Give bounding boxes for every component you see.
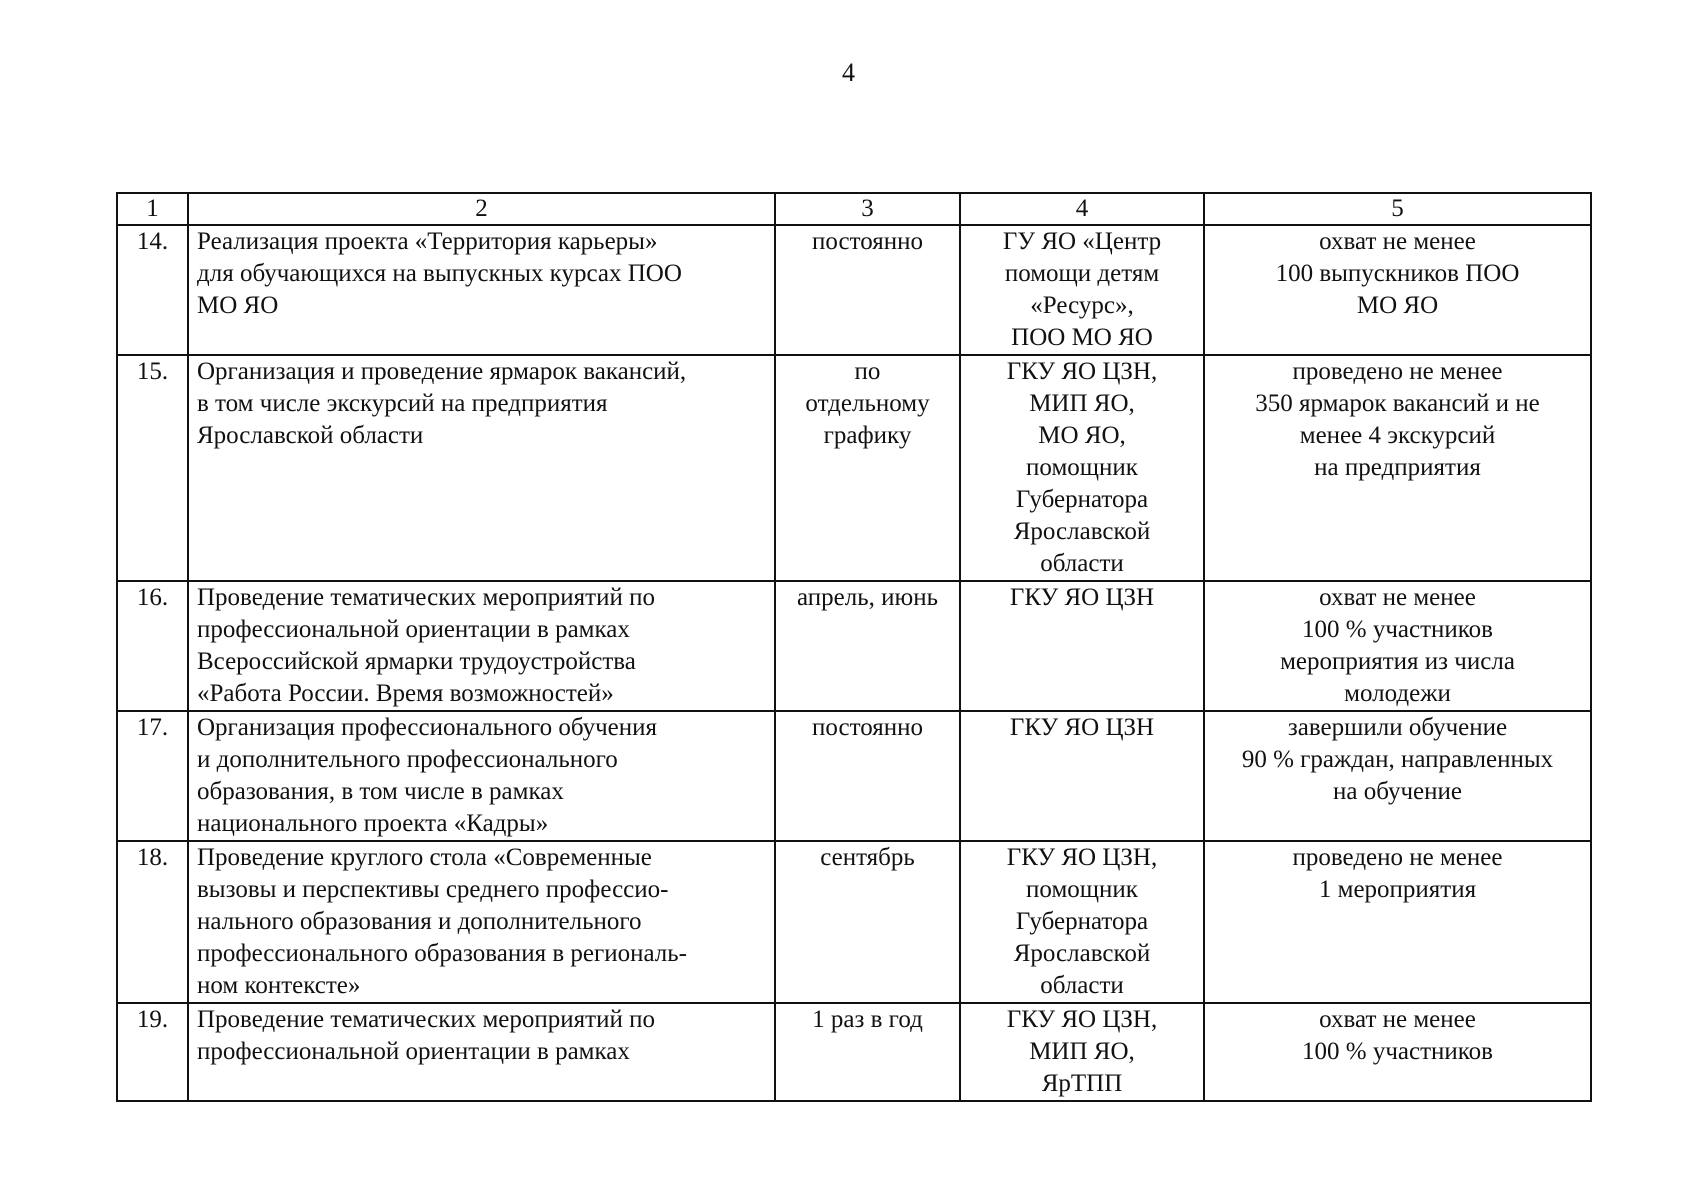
result-cell	[1204, 1003, 1591, 1101]
responsible-line: МИП ЯО,	[1029, 1038, 1135, 1065]
result-line: 100 % участников	[1302, 1038, 1493, 1065]
term-line: графику	[823, 422, 912, 449]
responsible-line: Губернатора	[1015, 908, 1149, 935]
responsible-cell	[960, 841, 1204, 1003]
term-line: по	[854, 358, 881, 385]
responsible-cell	[960, 711, 1204, 841]
activity-line: образования, в том числе в рамках	[197, 778, 564, 805]
activity-cell	[188, 225, 775, 355]
header-cell: 3	[775, 193, 960, 225]
responsible-line: Ярославской	[1013, 940, 1151, 967]
page-number: 4	[842, 58, 855, 87]
result-cell	[1204, 355, 1591, 581]
result-line: завершили обучение	[1287, 714, 1508, 741]
activity-line: Всероссийской ярмарки трудоустройства	[197, 648, 636, 675]
row-number-cell: 15.	[117, 355, 188, 581]
result-line: на обучение	[1332, 778, 1463, 805]
result-line: охват не менее	[1319, 584, 1476, 611]
table-row	[117, 711, 1591, 841]
responsible-line: ГКУ ЯО ЦЗН,	[1006, 1006, 1158, 1033]
activity-line: Организация и проведение ярмарок вакансий,	[197, 358, 687, 385]
result-line: менее 4 экскурсий	[1299, 422, 1496, 449]
responsible-line: ГКУ ЯО ЦЗН,	[1006, 844, 1158, 871]
activity-line: Проведение тематических мероприятий по	[197, 584, 655, 611]
responsible-line: ГКУ ЯО ЦЗН	[1009, 584, 1155, 611]
result-line: охват не менее	[1319, 1006, 1476, 1033]
result-line: мероприятия из числа	[1280, 648, 1515, 675]
term-cell	[775, 711, 960, 841]
activity-cell	[188, 355, 775, 581]
result-line: 350 ярмарок вакансий и не	[1255, 390, 1540, 417]
activity-line: Ярославской области	[197, 422, 424, 449]
header-cell: 1	[117, 193, 188, 225]
result-line: 100 выпускников ПОО	[1275, 260, 1520, 287]
table-row	[117, 581, 1591, 711]
header-cell: 2	[188, 193, 775, 225]
activity-line: Реализация проекта «Территория карьеры»	[197, 228, 658, 255]
responsible-line: ГКУ ЯО ЦЗН	[1009, 714, 1155, 741]
activities-table	[116, 192, 1592, 1102]
term-line: 1 раз в год	[812, 1006, 923, 1033]
responsible-line: ГУ ЯО «Центр	[1002, 228, 1162, 255]
term-line: постоянно	[812, 228, 923, 255]
term-line: постоянно	[812, 714, 923, 741]
result-line: 1 мероприятия	[1318, 876, 1477, 903]
responsible-cell	[960, 355, 1204, 581]
result-line: 90 % граждан, направленных	[1241, 746, 1554, 773]
table-row	[117, 841, 1591, 1003]
row-number-cell: 16.	[117, 581, 188, 711]
responsible-line: Губернатора	[1015, 486, 1149, 513]
activity-line: для обучающихся на выпускных курсах ПОО	[197, 260, 682, 287]
responsible-line: помощник	[1026, 454, 1138, 481]
table-body	[117, 225, 1591, 1101]
activity-line: МО ЯО	[197, 292, 279, 319]
result-line: 100 % участников	[1302, 616, 1493, 643]
header-cell: 4	[960, 193, 1204, 225]
activity-cell	[188, 711, 775, 841]
responsible-line: МИП ЯО,	[1029, 390, 1135, 417]
responsible-line: Ярославской	[1013, 518, 1151, 545]
table-row	[117, 1003, 1591, 1101]
row-number-cell: 14.	[117, 225, 188, 355]
activity-cell	[188, 841, 775, 1003]
table-header-row	[117, 193, 1591, 225]
result-line: молодежи	[1344, 680, 1451, 707]
activity-line: вызовы и перспективы среднего профессио-	[197, 876, 669, 903]
responsible-line: области	[1040, 550, 1124, 577]
responsible-cell	[960, 225, 1204, 355]
responsible-line: «Ресурс»,	[1030, 292, 1134, 319]
responsible-line: помощник	[1026, 876, 1138, 903]
table-row	[117, 225, 1591, 355]
result-line: проведено не менее	[1292, 844, 1503, 871]
result-cell	[1204, 225, 1591, 355]
activity-line: национального проекта «Кадры»	[197, 810, 549, 837]
activity-line: в том числе экскурсий на предприятия	[197, 390, 608, 417]
responsible-line: ЯрТПП	[1041, 1070, 1123, 1097]
result-line: МО ЯО	[1356, 292, 1439, 319]
activity-cell	[188, 581, 775, 711]
term-line: сентябрь	[820, 844, 915, 871]
term-cell	[775, 1003, 960, 1101]
table-row	[117, 355, 1591, 581]
result-cell	[1204, 581, 1591, 711]
activity-line: и дополнительного профессионального	[197, 746, 618, 773]
result-cell	[1204, 711, 1591, 841]
row-number-cell: 17.	[117, 711, 188, 841]
responsible-cell	[960, 581, 1204, 711]
term-cell	[775, 841, 960, 1003]
row-number-cell: 18.	[117, 841, 188, 1003]
responsible-line: ПОО МО ЯО	[1011, 324, 1153, 351]
term-cell	[775, 355, 960, 581]
activity-line: «Работа России. Время возможностей»	[197, 680, 614, 707]
row-number-cell: 19.	[117, 1003, 188, 1101]
activity-line: нального образования и дополнительного	[197, 908, 642, 935]
term-cell	[775, 581, 960, 711]
activity-line: Проведение круглого стола «Современные	[197, 844, 652, 871]
term-cell	[775, 225, 960, 355]
responsible-line: МО ЯО,	[1038, 422, 1126, 449]
term-line: апрель, июнь	[797, 584, 938, 611]
activity-line: Проведение тематических мероприятий по	[197, 1006, 655, 1033]
responsible-cell	[960, 1003, 1204, 1101]
activity-line: Организация профессионального обучения	[197, 714, 658, 741]
activity-line: профессиональной ориентации в рамках	[197, 616, 630, 643]
term-line: отдельному	[805, 390, 930, 417]
activity-cell	[188, 1003, 775, 1101]
responsible-line: ГКУ ЯО ЦЗН,	[1006, 358, 1158, 385]
responsible-line: помощи детям	[1004, 260, 1160, 287]
result-cell	[1204, 841, 1591, 1003]
result-line: на предприятия	[1314, 454, 1481, 481]
result-line: проведено не менее	[1292, 358, 1503, 385]
activity-line: профессионального образования в региональ-	[197, 940, 688, 967]
activity-line: ном контексте»	[197, 972, 361, 999]
responsible-line: области	[1040, 972, 1124, 999]
result-line: охват не менее	[1319, 228, 1476, 255]
activity-line: профессиональной ориентации в рамках	[197, 1038, 630, 1065]
header-cell: 5	[1204, 193, 1591, 225]
